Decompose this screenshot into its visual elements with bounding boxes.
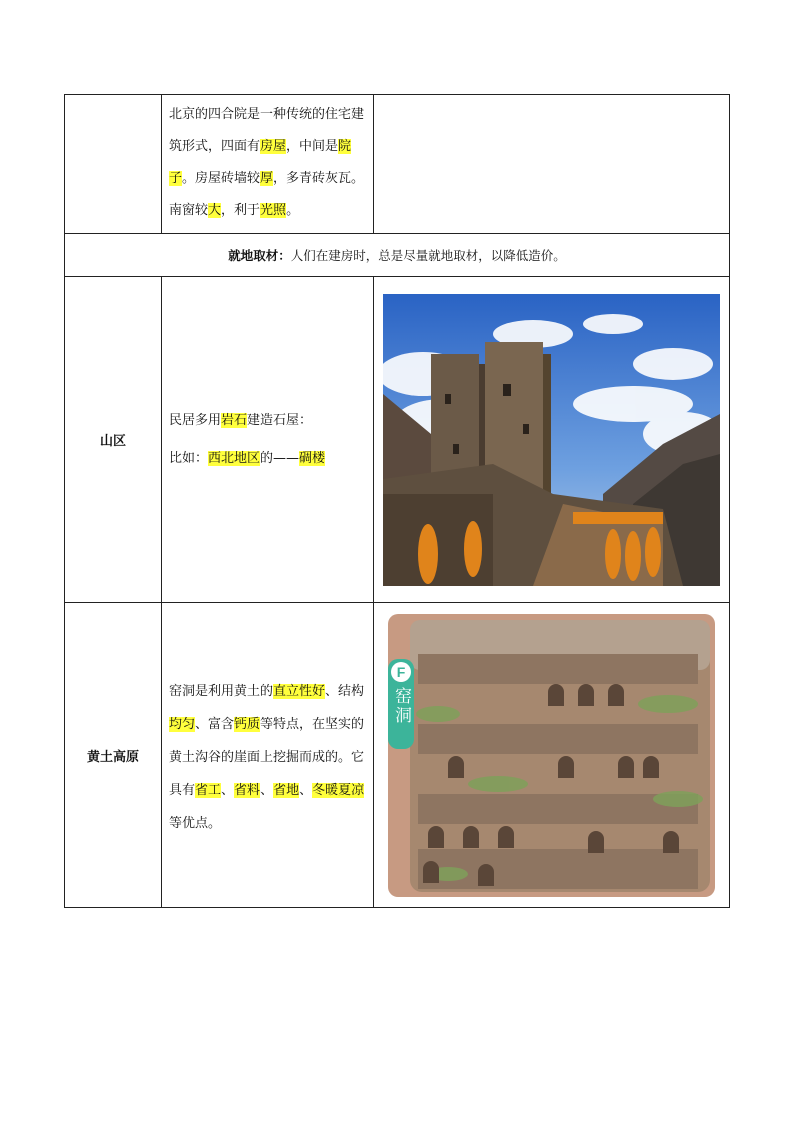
- label-mountain: 山区: [65, 277, 162, 603]
- row-loess: [65, 603, 730, 908]
- row-note: [65, 234, 730, 277]
- badge-letter: F: [396, 663, 406, 680]
- highlight-term: 直立性好: [273, 683, 326, 699]
- local-materials-note: 就地取材：人们在建房时，总是尽量就地取材，以降低造价。: [65, 234, 730, 277]
- highlight-term: 碉楼: [299, 450, 326, 466]
- highlight-term: 省料: [234, 782, 261, 798]
- highlight-term: 岩石: [221, 412, 248, 428]
- yaodong-photo: [388, 614, 715, 897]
- cell-mountain-text: [162, 277, 374, 603]
- label-loess-plateau: 黄土高原: [65, 603, 162, 908]
- yaodong-description: 窑洞是利用黄土的直立性好、结构均匀、富含钙质等特点，在坚实的黄土沟谷的崖面上挖掘而成的。它具有省工、省料、省地、冬暖夏凉等优点。: [169, 683, 365, 831]
- highlight-term: 西北地区: [208, 450, 261, 466]
- mountain-description: 民居多用岩石建造石屋： 比如：西北地区的——碉楼: [169, 412, 326, 466]
- highlight-term: 均匀: [169, 716, 196, 732]
- highlight-term: 省工: [195, 782, 222, 798]
- diaolou-photo: [383, 294, 720, 586]
- siheyuan-description: 北京的四合院是一种传统的住宅建筑形式，四面有房屋，中间是院子。房屋砖墙较厚，多青砖灰瓦。南窗较大，利于光照。: [169, 107, 365, 218]
- highlight-term: 光照: [260, 203, 287, 218]
- cell-loess-text: [162, 603, 374, 908]
- highlight-term: 大: [208, 203, 222, 218]
- row-siheyuan: [65, 95, 730, 234]
- content-table: [64, 94, 730, 908]
- highlight-term: 冬暖夏凉: [312, 782, 365, 798]
- highlight-term: 厚: [260, 171, 274, 186]
- badge-text-1: 窑洞: [391, 686, 411, 725]
- cell-label-empty: [65, 95, 162, 234]
- cell-siheyuan-text: [162, 95, 374, 234]
- cell-empty-image: [374, 95, 730, 234]
- highlight-term: 钙质: [234, 716, 261, 732]
- highlight-term: 房屋: [260, 139, 287, 154]
- cell-diaolou-photo: [374, 277, 730, 603]
- highlight-term: 省地: [273, 782, 300, 798]
- cell-yaodong-photo: [374, 603, 730, 908]
- highlight-term: 院子: [169, 139, 352, 186]
- row-mountain: [65, 277, 730, 603]
